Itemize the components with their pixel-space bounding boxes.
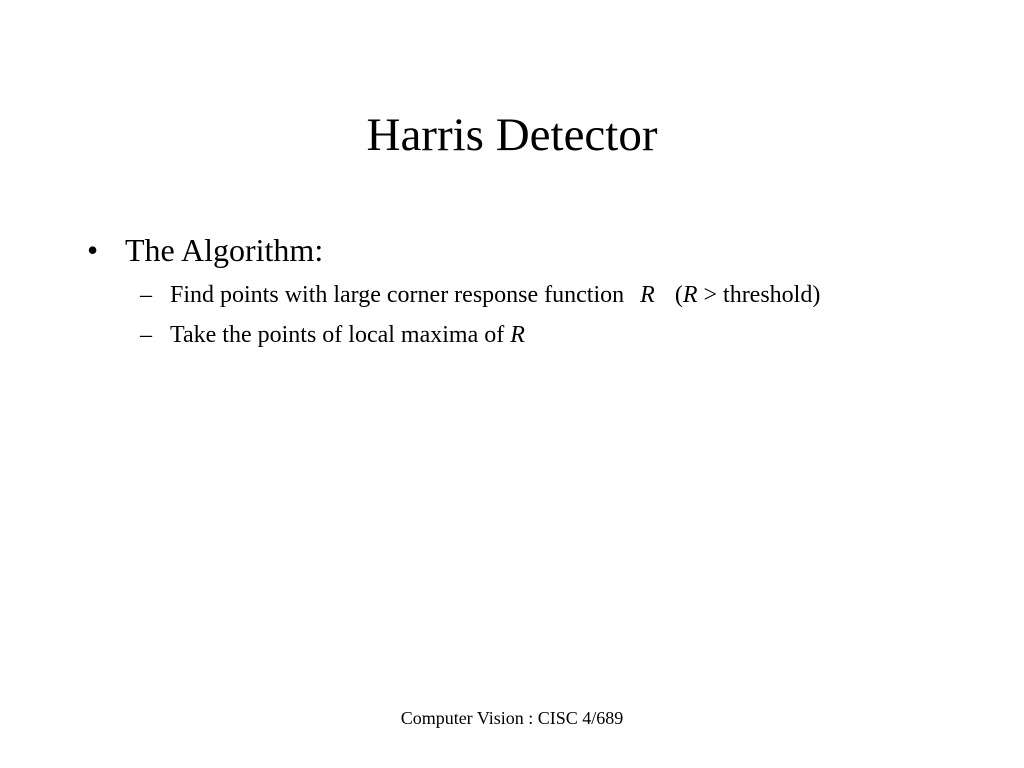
bullet-marker: • [87, 232, 99, 268]
subbullet-marker: – [140, 322, 152, 348]
subbullet-item-2 [140, 320, 525, 350]
slide-title: Harris Detector [366, 109, 658, 161]
bullet-text: The Algorithm: [125, 232, 324, 268]
subbullet-item-1 [140, 280, 820, 310]
subbullet-marker: – [140, 282, 152, 308]
paren-open: ( [674, 282, 683, 308]
subbullet-text: Take the points of local maxima of [170, 322, 511, 348]
bullet-item [87, 230, 323, 270]
variable-r: R [640, 282, 655, 308]
paren-variable-r: R [682, 282, 698, 308]
threshold-text: > threshold) [697, 282, 821, 308]
variable-r: R [510, 322, 525, 348]
subbullet-text: Find points with large corner response function [170, 282, 625, 308]
slide-footer: Computer Vision : CISC 4/689 [400, 708, 624, 728]
